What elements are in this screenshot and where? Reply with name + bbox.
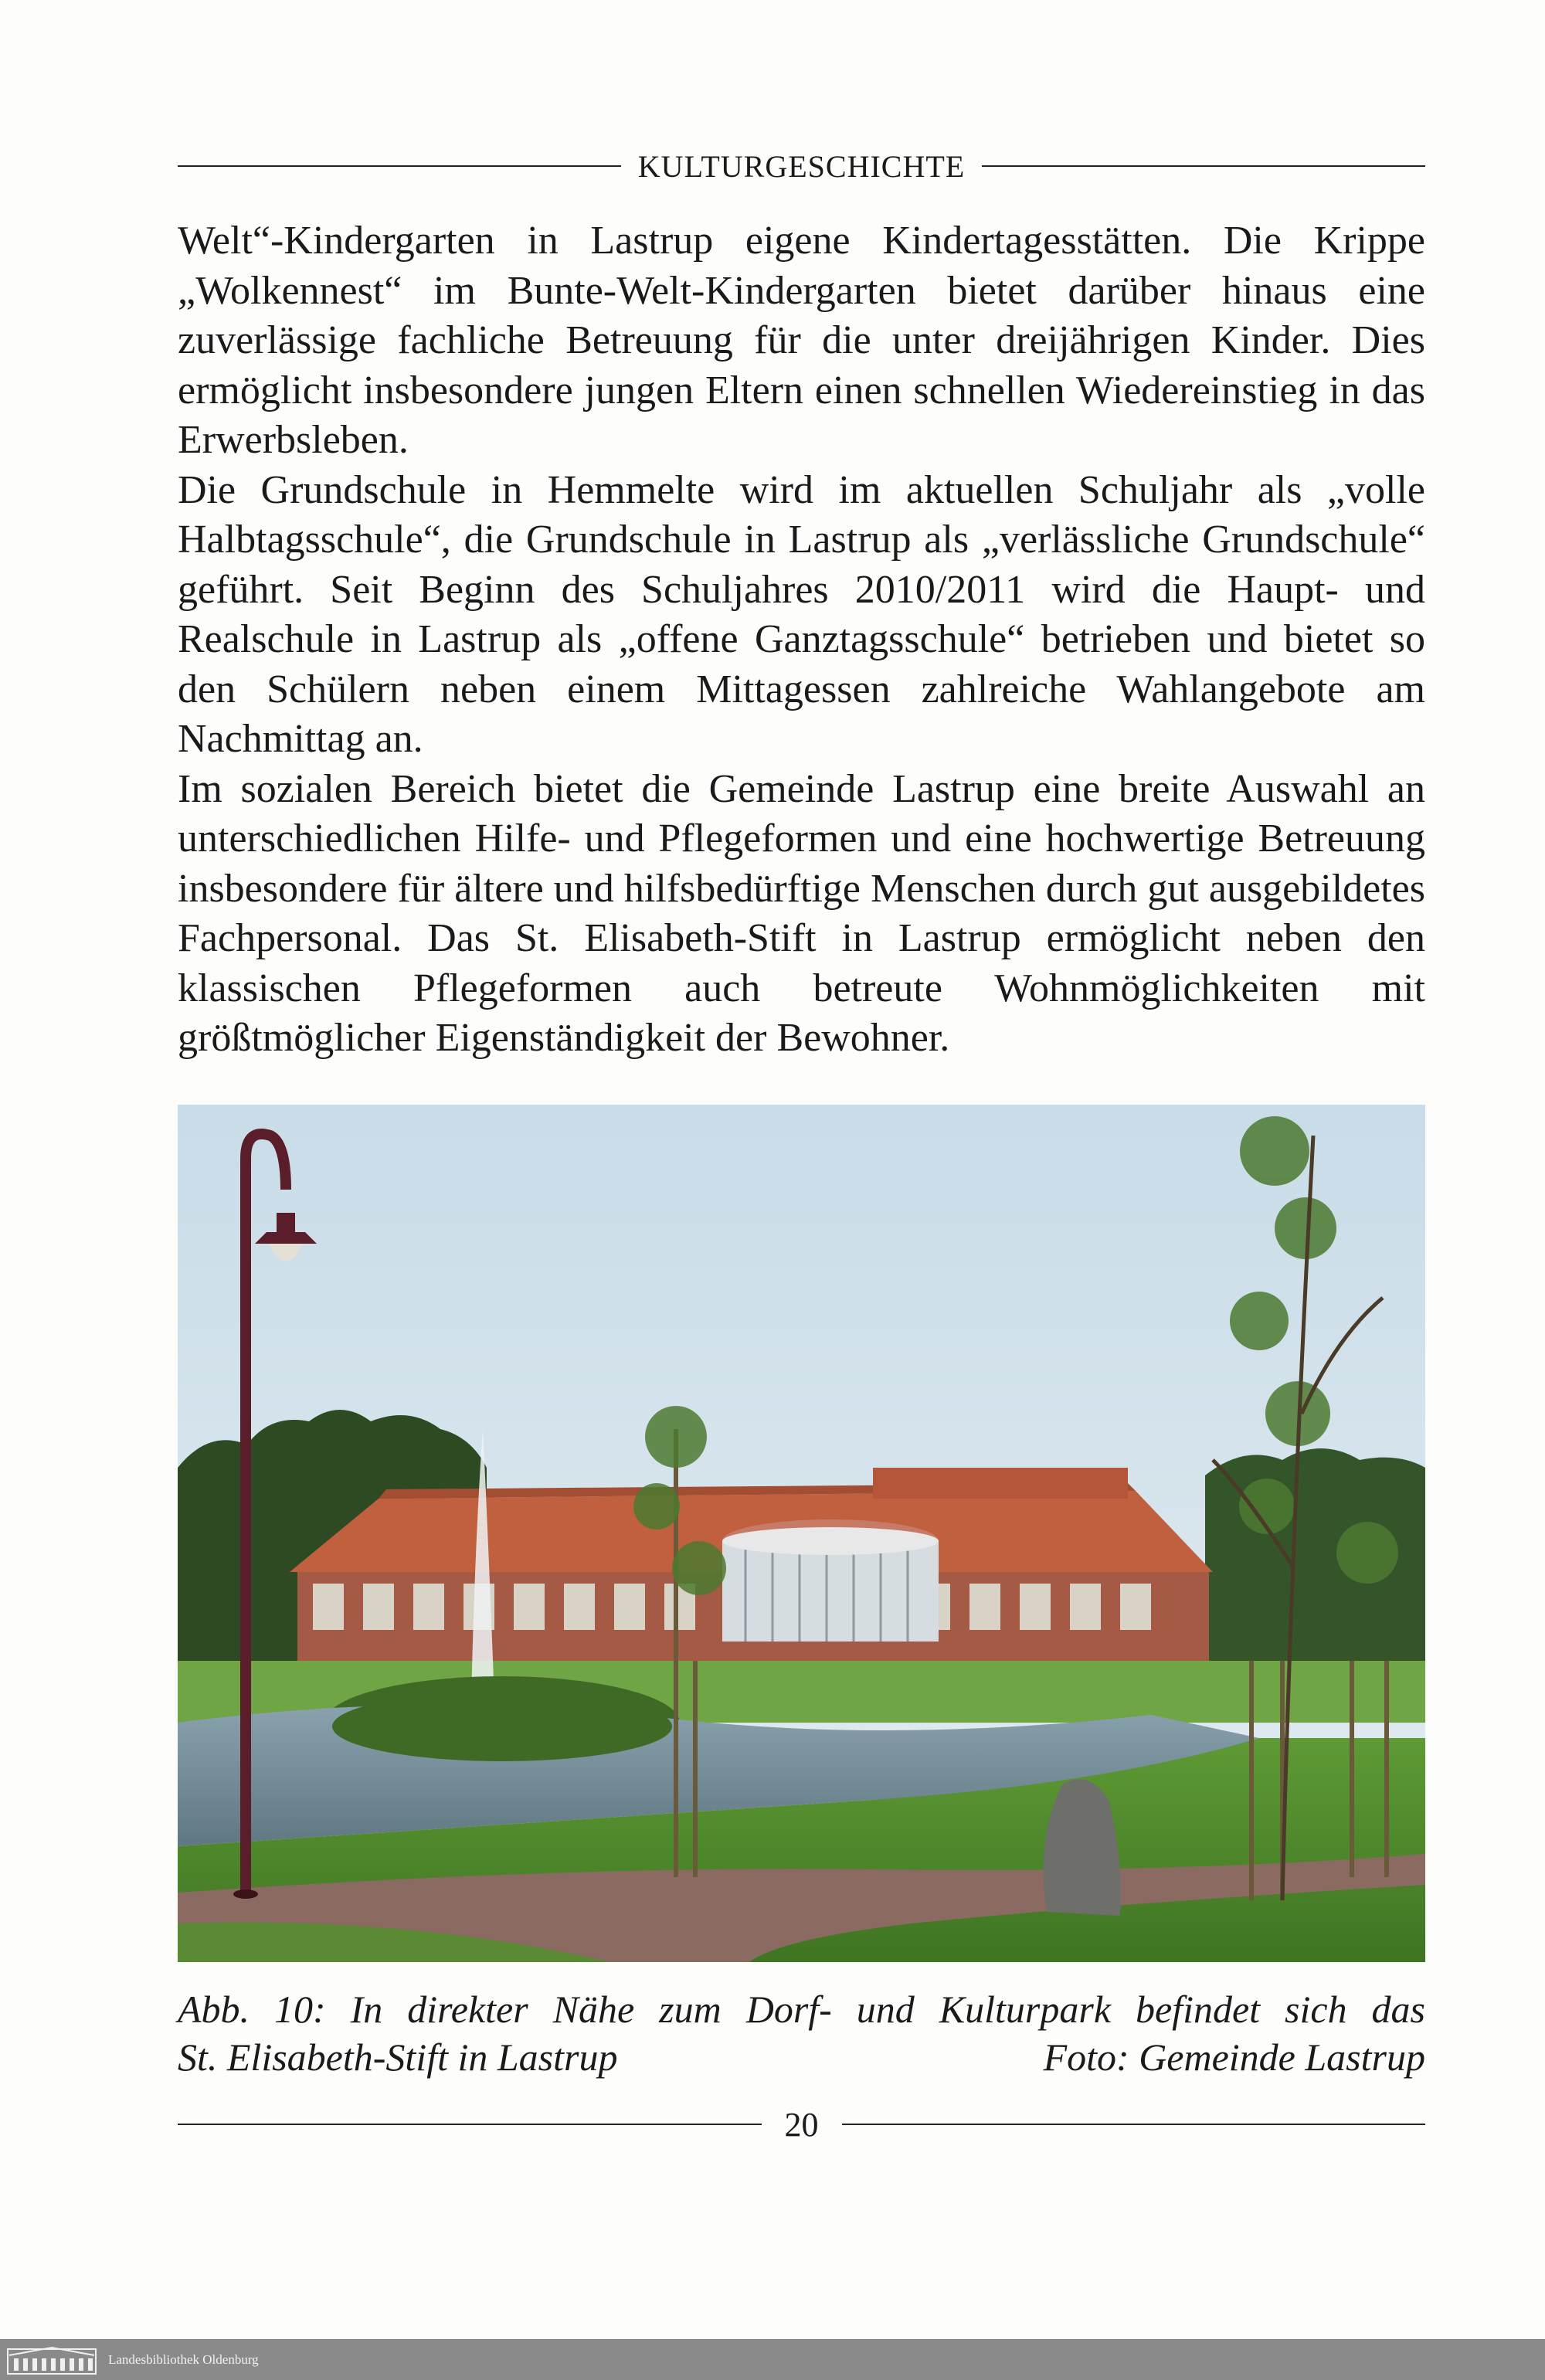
caption-subject: St. Elisabeth-Stift in Lastrup <box>178 2035 618 2079</box>
caption-line-1: Abb. 10: In direkter Nähe zum Dorf- und Kulturpark befindet sich das <box>178 1988 1425 2031</box>
running-header <box>178 143 1425 189</box>
figure-caption <box>178 1985 1425 2081</box>
body-text <box>178 216 1425 1064</box>
elisabeth-stift-photo <box>178 1105 1425 1962</box>
section-title: KULTURGESCHICHTE <box>637 148 966 184</box>
photo-credit: Foto: Gemeinde Lastrup <box>1043 2035 1425 2079</box>
page-number: 20 <box>784 2105 819 2144</box>
paragraph-social: Im sozialen Bereich bietet die Gemeinde Lastrup eine breite Auswahl an unterschiedlichen Hilfe- und Pflegeformen und eine hochwertige Betreuung insbesondere für ältere und hilfsbedürftige Menschen durch gut ausgebildetes Fachpersonal. Das St. Elisabeth-Stift in Lastrup ermöglicht neben den klassischen Pflegeformen auch betreute Wohnmöglichkeiten mit größtmöglicher Eigenständigkeit der Bewohner. <box>178 766 1425 1060</box>
footer-rule-right <box>842 2124 1426 2125</box>
header-rule-right <box>982 165 1425 167</box>
library-watermark-strip <box>0 2339 1545 2380</box>
page-footer <box>178 2101 1425 2147</box>
footer-rule-left <box>178 2124 762 2125</box>
library-name: Landesbibliothek Oldenburg <box>108 2351 259 2367</box>
library-building-icon <box>6 2344 97 2375</box>
paragraph-kindergarten: Welt“-Kindergarten in Lastrup eigene Kindertagesstätten. Die Krippe „Wolkennest“ im Bunte-Welt-Kindergarten bietet darüber hinaus eine zuverlässige fachliche Betreuung für die unter dreijährigen Kinder. Dies ermöglicht insbesondere jungen Eltern einen schnellen Wiedereinstieg in das Erwerbsleben. <box>178 219 1425 462</box>
paragraph-schools: Die Grundschule in Hemmelte wird im aktuellen Schuljahr als „volle Halbtagsschule“, die Grundschule in Lastrup als „verlässliche Grundschule“ geführt. Seit Beginn des Schuljahres 2010/2011 wird die Haupt- und Realschule in Lastrup als „offene Ganztagsschule“ betrieben und bietet so den Schülern neben einem Mittagessen zahlreiche Wahlangebote am Nachmittag an. <box>178 467 1425 761</box>
caption-line-2 <box>178 2033 1425 2081</box>
header-rule-left <box>178 165 621 167</box>
figure-photo <box>178 1105 1425 1962</box>
